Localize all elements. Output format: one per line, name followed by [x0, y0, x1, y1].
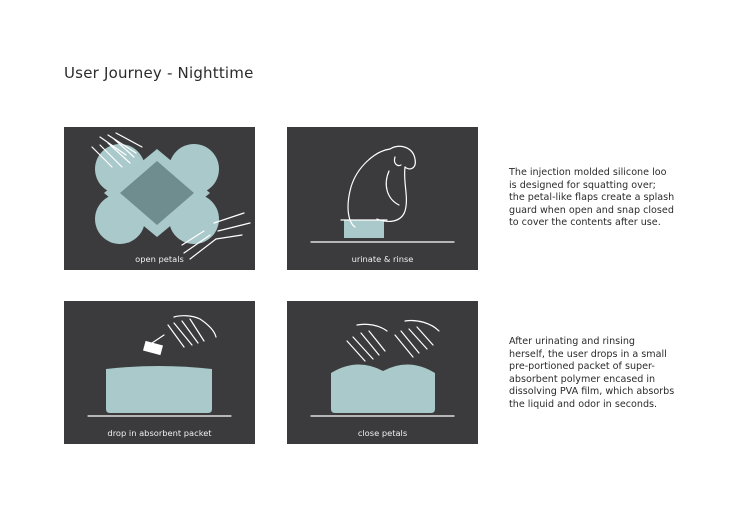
loo-body	[344, 220, 384, 238]
page-title: User Journey - Nighttime	[64, 64, 254, 82]
description-absorbent: After urinating and rinsing herself, the user drops in a small pre-portioned packet of super- absorbent polymer encased in dissolving PVA film, which absorbs the liquid and odor in seconds.	[509, 336, 675, 410]
left-hand-fingers	[347, 331, 385, 361]
panel-close-petals	[287, 301, 478, 444]
hand-thumb	[152, 335, 164, 343]
loo-closed-body	[331, 364, 435, 413]
absorbent-packet	[143, 341, 163, 355]
urinate-illustration	[287, 127, 478, 270]
arm-outline	[386, 171, 399, 205]
panel-caption: close petals	[357, 428, 408, 438]
panel-caption: drop in absorbent packet	[107, 428, 212, 438]
hand-fingers	[168, 319, 204, 347]
face-detail	[394, 157, 401, 166]
loo-body	[106, 366, 212, 413]
open-petals-illustration	[64, 127, 255, 270]
left-hand-back	[357, 324, 387, 331]
back-outline	[348, 149, 390, 227]
close-petals-illustration	[287, 301, 478, 444]
panel-caption: open petals	[135, 254, 184, 264]
head-outline	[390, 146, 415, 169]
hand-bottom-fingers	[214, 213, 250, 239]
panel-caption: urinate & rinse	[351, 254, 414, 264]
drop-packet-illustration	[64, 301, 255, 444]
panel-open-petals	[64, 127, 255, 270]
right-hand-fingers	[395, 327, 433, 357]
panel-urinate-rinse	[287, 127, 478, 270]
panel-drop-packet	[64, 301, 255, 444]
description-squatting: The injection molded silicone loo is designed for squatting over; the petal-like flaps create a splash guard when open and snap closed to cover the contents after use.	[509, 167, 675, 229]
leg-outline	[377, 167, 406, 221]
